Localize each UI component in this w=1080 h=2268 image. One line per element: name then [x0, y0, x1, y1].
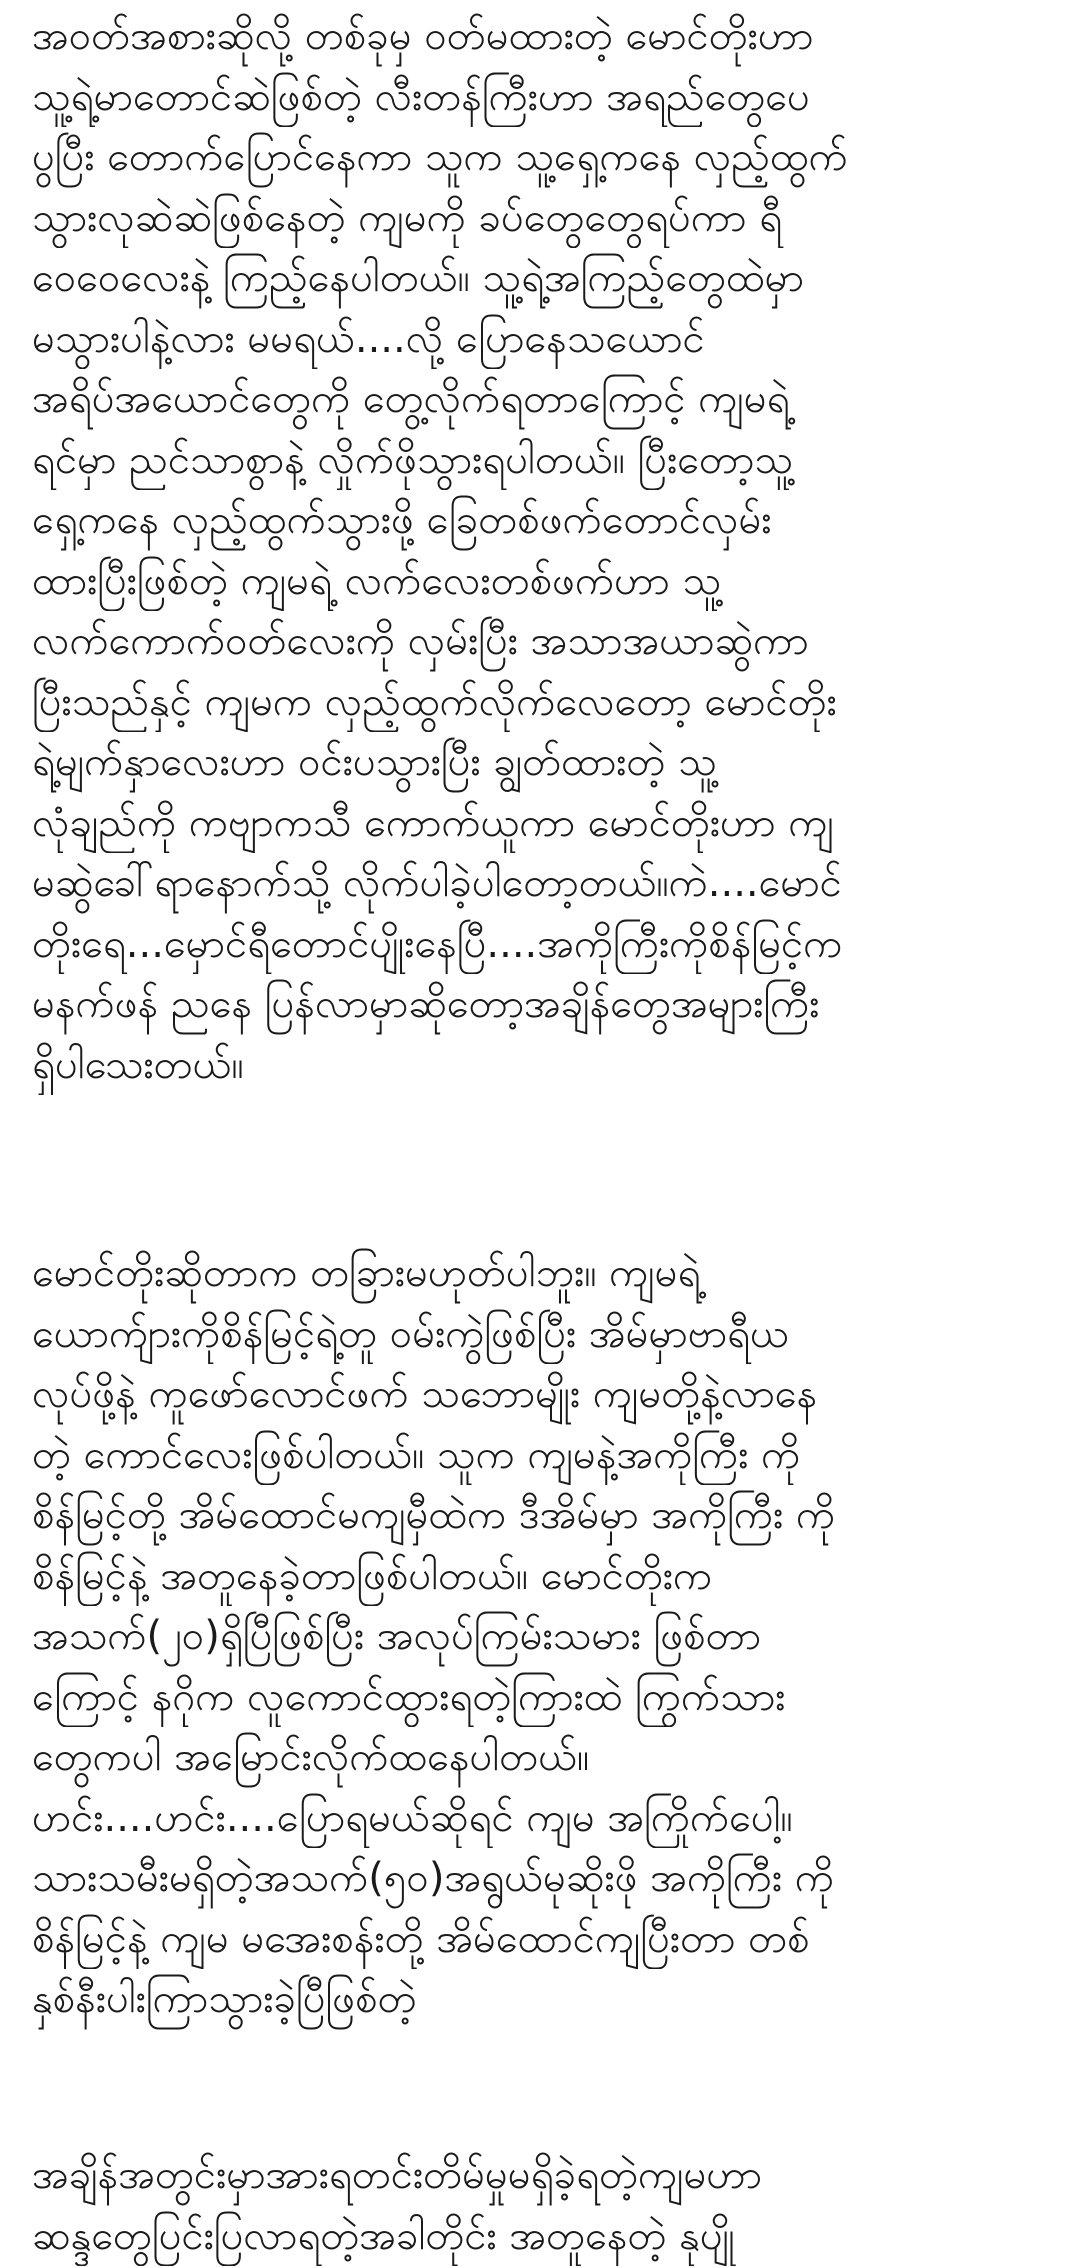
paragraph-1	[32, 6, 1052, 1095]
text-line: တွေကပါ အမြောင်းလိုက်ထနေပါတယ်။	[32, 1734, 590, 1780]
text-line: သူ့ရဲ့မာတောင်ဆဲဖြစ်တဲ့ လီးတန်ကြီးဟာ အရည်တွေပေ	[32, 73, 810, 120]
text-line: မောင်တိုးဆိုတာက တခြားမဟုတ်ပါဘူး။ ကျမရဲ့	[32, 1250, 701, 1296]
text-line: တဲ့ ကောင်လေးဖြစ်ပါတယ်။ သူက ကျမနဲ့အကိုကြီး ကို	[32, 1431, 801, 1478]
text-line: လက်ကောက်ဝတ်လေးကို လှမ်းပြီး အသာအယာဆွဲကာ	[32, 618, 809, 664]
text-line: ယောက်ျားကိုစိန်မြင့်ရဲ့တူ ဝမ်းကွဲဖြစ်ပြီး အိမ်မှာဗာရီယ	[32, 1310, 789, 1357]
text-line: ပွပြီး တောက်ပြောင်နေကာ သူက သူ့ရှေ့ကနေ လှည့်ထွက်	[32, 134, 848, 180]
text-line: သွားလုဆဲဆဲဖြစ်နေတဲ့ ကျမကို ခပ်တွေတွေရပ်ကာ ရီ	[32, 194, 783, 241]
text-line: လုပ်ဖို့နဲ့ ကူဖော်လောင်ဖက် သဘောမျိုး ကျမတို့နဲ့လာနေ	[32, 1371, 818, 1417]
text-line: မနက်ဖန် ညနေ ပြန်လာမှာဆိုတော့အချိန်တွေအများကြီး	[32, 981, 820, 1027]
text-line: နှစ်နီးပါးကြာသွားခဲ့ပြီဖြစ်တဲ့	[32, 1976, 417, 2022]
text-line: ရှေ့ကနေ လှည့်ထွက်သွားဖို့ ခြေတစ်ဖက်တောင်လှမ်း	[32, 497, 772, 543]
text-line: ပြီးသည်နှင့် ကျမက လှည့်ထွက်လိုက်လေတော့ မောင်တိုး	[32, 678, 837, 725]
text-line: စိန်မြင့်နဲ့ အတူနေခဲ့တာဖြစ်ပါတယ်။ မောင်တိုးက	[32, 1552, 713, 1599]
text-line: ရင်မှာ ညင်သာစွာနဲ့ လှိုက်ဖိုသွားရပါတယ်။ ပြီးတော့သူ့	[32, 436, 794, 483]
text-line: မဆွဲခေါ်ရာနောက်သို့ လိုက်ပါခဲ့ပါတော့တယ်။ကဲ....မောင်	[32, 860, 842, 906]
text-line: အချိန်အတွင်းမှာအားရတင်းတိမ်မှုမရှိခဲ့ရတဲ့ကျမဟာ	[32, 2152, 762, 2198]
text-line: ဆန္ဒတွေပြင်းပြလာရတဲ့အခါတိုင်း အတူနေတဲ့ နုပျို	[32, 2212, 735, 2259]
text-line: ထားပြီးဖြစ်တဲ့ ကျမရဲ့ လက်လေးတစ်ဖက်ဟာ သူ့	[32, 557, 722, 604]
text-line: အသက်(၂၀)ရှိပြီဖြစ်ပြီး အလုပ်ကြမ်းသမား ဖြစ်တာ	[32, 1613, 762, 1659]
text-line: ရဲ့မျက်နှာလေးဟာ ဝင်းပသွားပြီး ချွတ်ထားတဲ့ သူ့	[32, 739, 717, 785]
text-line: အဝတ်အစားဆိုလို့ တစ်ခုမှ ဝတ်မထားတဲ့ မောင်တိုးဟာ	[32, 13, 814, 59]
text-line: ကြောင့် နဂိုက လူကောင်ထွားရတဲ့ကြားထဲ ကြွက်သား	[32, 1673, 786, 1720]
paragraph-3	[32, 2145, 1052, 2266]
text-line: အရိပ်အယောင်တွေကို တွေ့လိုက်ရတာကြောင့် ကျမရဲ့	[32, 376, 790, 422]
text-line: စိန်မြင့်တို့ အိမ်ထောင်မကျမှီထဲက ဒီအိမ်မှာ အကိုကြီး ကို	[32, 1492, 836, 1538]
text-line: လုံချည်ကို ကဗျာကသီ ကောက်ယူကာ မောင်တိုးဟာ ကျ	[32, 799, 834, 846]
text-line: ဝေဝေလေးနဲ့ ကြည့်နေပါတယ်။ သူ့ရဲ့အကြည့်တွေထဲမှာ	[32, 255, 804, 301]
text-line: ရှိပါသေးတယ်။	[32, 1041, 244, 1088]
paragraph-2	[32, 1243, 1052, 2030]
text-line: သားသမီးမရှိတဲ့အသက်(၅၀)အရွယ်မုဆိုးဖို အကိုကြီး ကို	[32, 1855, 834, 1901]
text-line: မသွားပါနဲ့လား မမရယ်....လို့ ပြောနေသယောင်	[32, 315, 705, 362]
text-line: တိုးရေ...မှောင်ရီတောင်ပျိုးနေပြီ....အကိုကြီးကိုစိန်မြင့်က	[32, 920, 843, 967]
text-line: စိန်မြင့်နဲ့ ကျမ မအေးစန်းတို့ အိမ်ထောင်ကျပြီးတာ တစ်	[32, 1915, 810, 1962]
text-line: ဟင်း....ဟင်း....ပြောရမယ်ဆိုရင် ကျမ အကြိုက်ပေါ့။	[32, 1794, 793, 1841]
